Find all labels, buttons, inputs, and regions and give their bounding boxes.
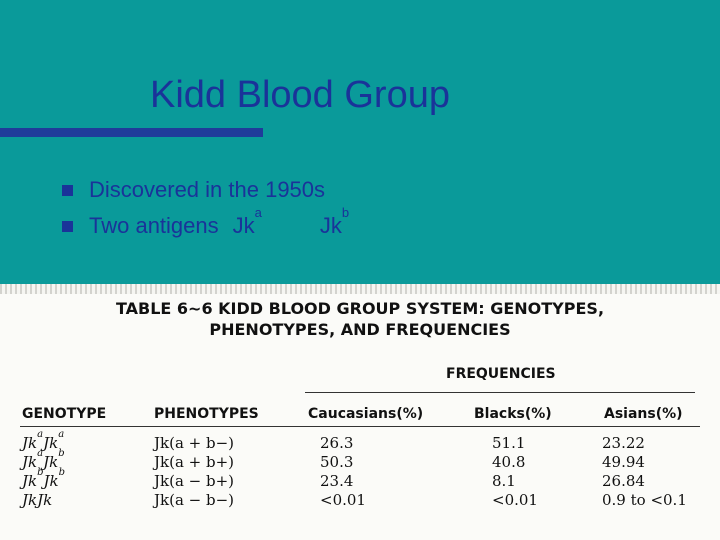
bullet-text: Two antigens bbox=[89, 213, 219, 238]
caucasians-cell: <0.01 bbox=[320, 491, 366, 509]
phenotype-cell: Jk(a + b−) bbox=[154, 434, 235, 452]
column-header-genotype: GENOTYPE bbox=[22, 406, 107, 422]
blacks-cell: 8.1 bbox=[492, 472, 516, 490]
header-rule bbox=[20, 426, 700, 427]
asians-cell: 26.84 bbox=[602, 472, 645, 490]
antigen-jka: Jk$^a$ bbox=[232, 204, 262, 238]
table-caption: TABLE 6~6 KIDD BLOOD GROUP SYSTEM: GENOTYPES, PHENOTYPES, AND FREQUENCIES bbox=[115, 299, 605, 339]
slide-title: Kidd Blood Group bbox=[150, 74, 450, 116]
caucasians-cell: 23.4 bbox=[320, 472, 354, 490]
frequencies-rule bbox=[305, 392, 695, 393]
antigen-jkb: Jk$^b$ bbox=[319, 204, 350, 238]
asians-cell: 0.9 to <0.1 bbox=[602, 491, 687, 509]
square-bullet-icon bbox=[62, 221, 73, 232]
bullet-item bbox=[62, 204, 350, 244]
bullet-list bbox=[62, 172, 349, 244]
bullet-text: Discovered in the 1950s bbox=[89, 177, 326, 202]
caucasians-cell: 50.3 bbox=[320, 453, 354, 471]
phenotype-cell: Jk(a − b+) bbox=[154, 472, 235, 490]
column-header-phenotypes: PHENOTYPES bbox=[154, 406, 259, 422]
genotype-cell: Jk$^b$Jk$^b$ bbox=[22, 467, 66, 490]
genotype-cell: Jk$^a$Jk$^a$ bbox=[22, 429, 65, 452]
bullet-item bbox=[62, 172, 349, 208]
frequencies-header: FREQUENCIES bbox=[446, 366, 556, 382]
caucasians-cell: 26.3 bbox=[320, 434, 354, 452]
blacks-cell: 51.1 bbox=[492, 434, 526, 452]
phenotype-cell: Jk(a − b−) bbox=[154, 491, 235, 509]
title-underline-bar bbox=[0, 128, 263, 137]
blacks-cell: 40.8 bbox=[492, 453, 526, 471]
scanned-table-image bbox=[0, 284, 720, 540]
scan-edge bbox=[0, 284, 720, 294]
genotype-cell: JkJk bbox=[22, 491, 53, 509]
column-header-caucasians: Caucasians(%) bbox=[308, 406, 424, 422]
asians-cell: 23.22 bbox=[602, 434, 645, 452]
column-header-blacks: Blacks(%) bbox=[474, 406, 552, 422]
genotype-cell: Jk$^a$Jk$^b$ bbox=[22, 448, 65, 471]
asians-cell: 49.94 bbox=[602, 453, 645, 471]
square-bullet-icon bbox=[62, 185, 73, 196]
phenotype-cell: Jk(a + b+) bbox=[154, 453, 235, 471]
blacks-cell: <0.01 bbox=[492, 491, 538, 509]
column-header-asians: Asians(%) bbox=[604, 406, 683, 422]
